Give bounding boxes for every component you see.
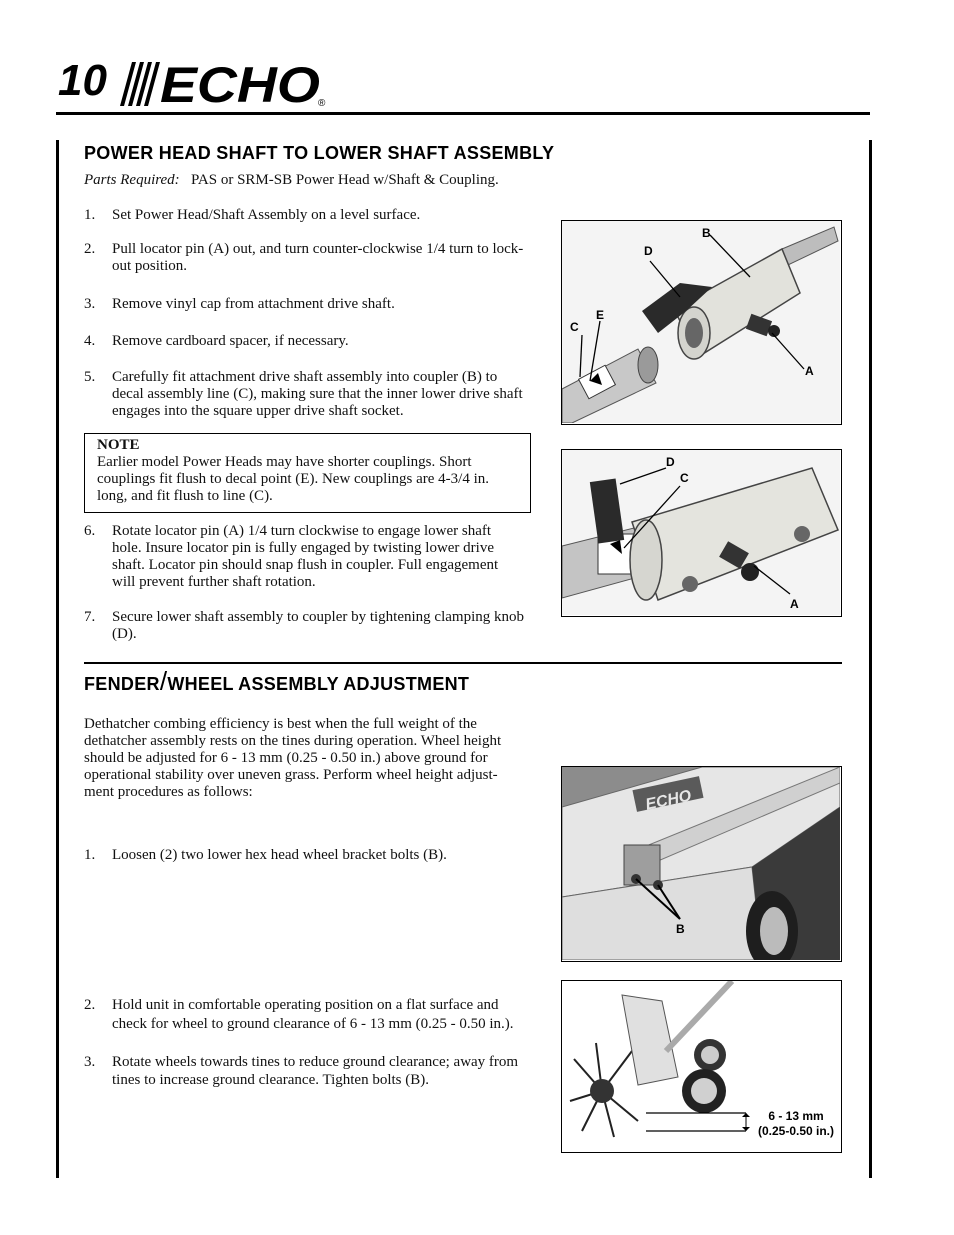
left-margin-rule [56,140,59,1178]
figure-wheel-bracket [561,766,842,962]
step-1-7: 7. Secure lower shaft assembly to coupler by tightening clamping knob (D). [84,609,524,642]
fig3-label-b: B [676,922,685,936]
note-title: NOTE [97,437,140,453]
step-2-2: 2. Hold unit in comfortable operating position on a flat surface and check for wheel to ground clearance of 6 - 13 mm (0.25 - 0.50 in.). [84,997,514,1032]
right-margin-rule [869,140,872,1178]
header-rule [56,112,870,115]
fig4-clearance-mm: 6 - 13 mm [768,1109,824,1123]
fig1-label-a: A [805,364,814,378]
fig2-label-c: C [680,471,689,485]
step-1-6: 6. Rotate locator pin (A) 1/4 turn clockwise to engage lower shaft hole. Insure locator pin is fully engaged by twisting lower drive shaft. Locator pin should snap flush in coupler. Full engagement will prevent further shaft rotation. [84,523,499,590]
step-1-1: 1. Set Power Head/Shaft Assembly on a level surface. [84,207,421,223]
fig2-label-a: A [790,597,799,611]
note-box [84,433,531,513]
figure-coupler-assembled [561,449,842,617]
fig1-label-c: C [570,320,579,334]
echo-logo [112,56,332,108]
fig1-label-b: B [702,226,711,240]
note-text: Earlier model Power Heads may have shorter couplings. Short couplings fit flush to decal point (E). New couplings are 4-3/4 in. long, and fit flush to line (C). [97,454,489,504]
figure-coupler-exploded [561,220,842,425]
step-1-5: 5. Carefully fit attachment drive shaft assembly into coupler (B) to decal assembly line (C), making sure that the inner lower drive shaft engages into the square upper drive shaft socket. [84,369,523,419]
fig3-echo-logo: ECHO [644,787,693,814]
section-divider [84,662,842,664]
step-1-2: 2. Pull locator pin (A) out, and turn counter-clockwise 1/4 turn to lock-out position. [84,241,524,274]
fig1-label-d: D [644,244,653,258]
section-title-fender-wheel: FENDER/WHEEL ASSEMBLY ADJUSTMENT [84,666,470,696]
fender-intro: Dethatcher combing efficiency is best when the full weight of the dethatcher assembly rests on the tines during operation. Wheel height should be adjusted for 6 - 13 mm (0.25 - 0.50 in.) above ground for operational stability over uneven grass. Perform wheel height adjust- ment procedures as follows: [84,716,502,800]
fig1-label-e: E [596,308,605,322]
step-2-3: 3. Rotate wheels towards tines to reduce ground clearance; away from tines to increase ground clearance. Tighten bolts (B). [84,1054,519,1088]
svg-text:®: ® [318,98,326,108]
parts-required-value: PAS or SRM-SB Power Head w/Shaft & Coupling. [190,172,499,188]
step-1-3: 3. Remove vinyl cap from attachment drive shaft. [84,296,395,312]
parts-required-label: Parts Required: [84,172,180,188]
svg-text:ECHO: ECHO [160,57,321,108]
step-1-4: 4. Remove cardboard spacer, if necessary. [84,333,349,349]
parts-required [84,172,544,189]
figure-wheel-clearance [561,980,842,1153]
step-2-1: 1. Loosen (2) two lower hex head wheel bracket bolts (B). [84,847,447,863]
section-title-shaft-assembly: POWER HEAD SHAFT TO LOWER SHAFT ASSEMBLY [84,143,555,163]
fig2-label-d: D [666,455,675,469]
fig4-clearance-in: (0.25-0.50 in.) [757,1124,835,1138]
page-number: 10 [58,56,107,105]
